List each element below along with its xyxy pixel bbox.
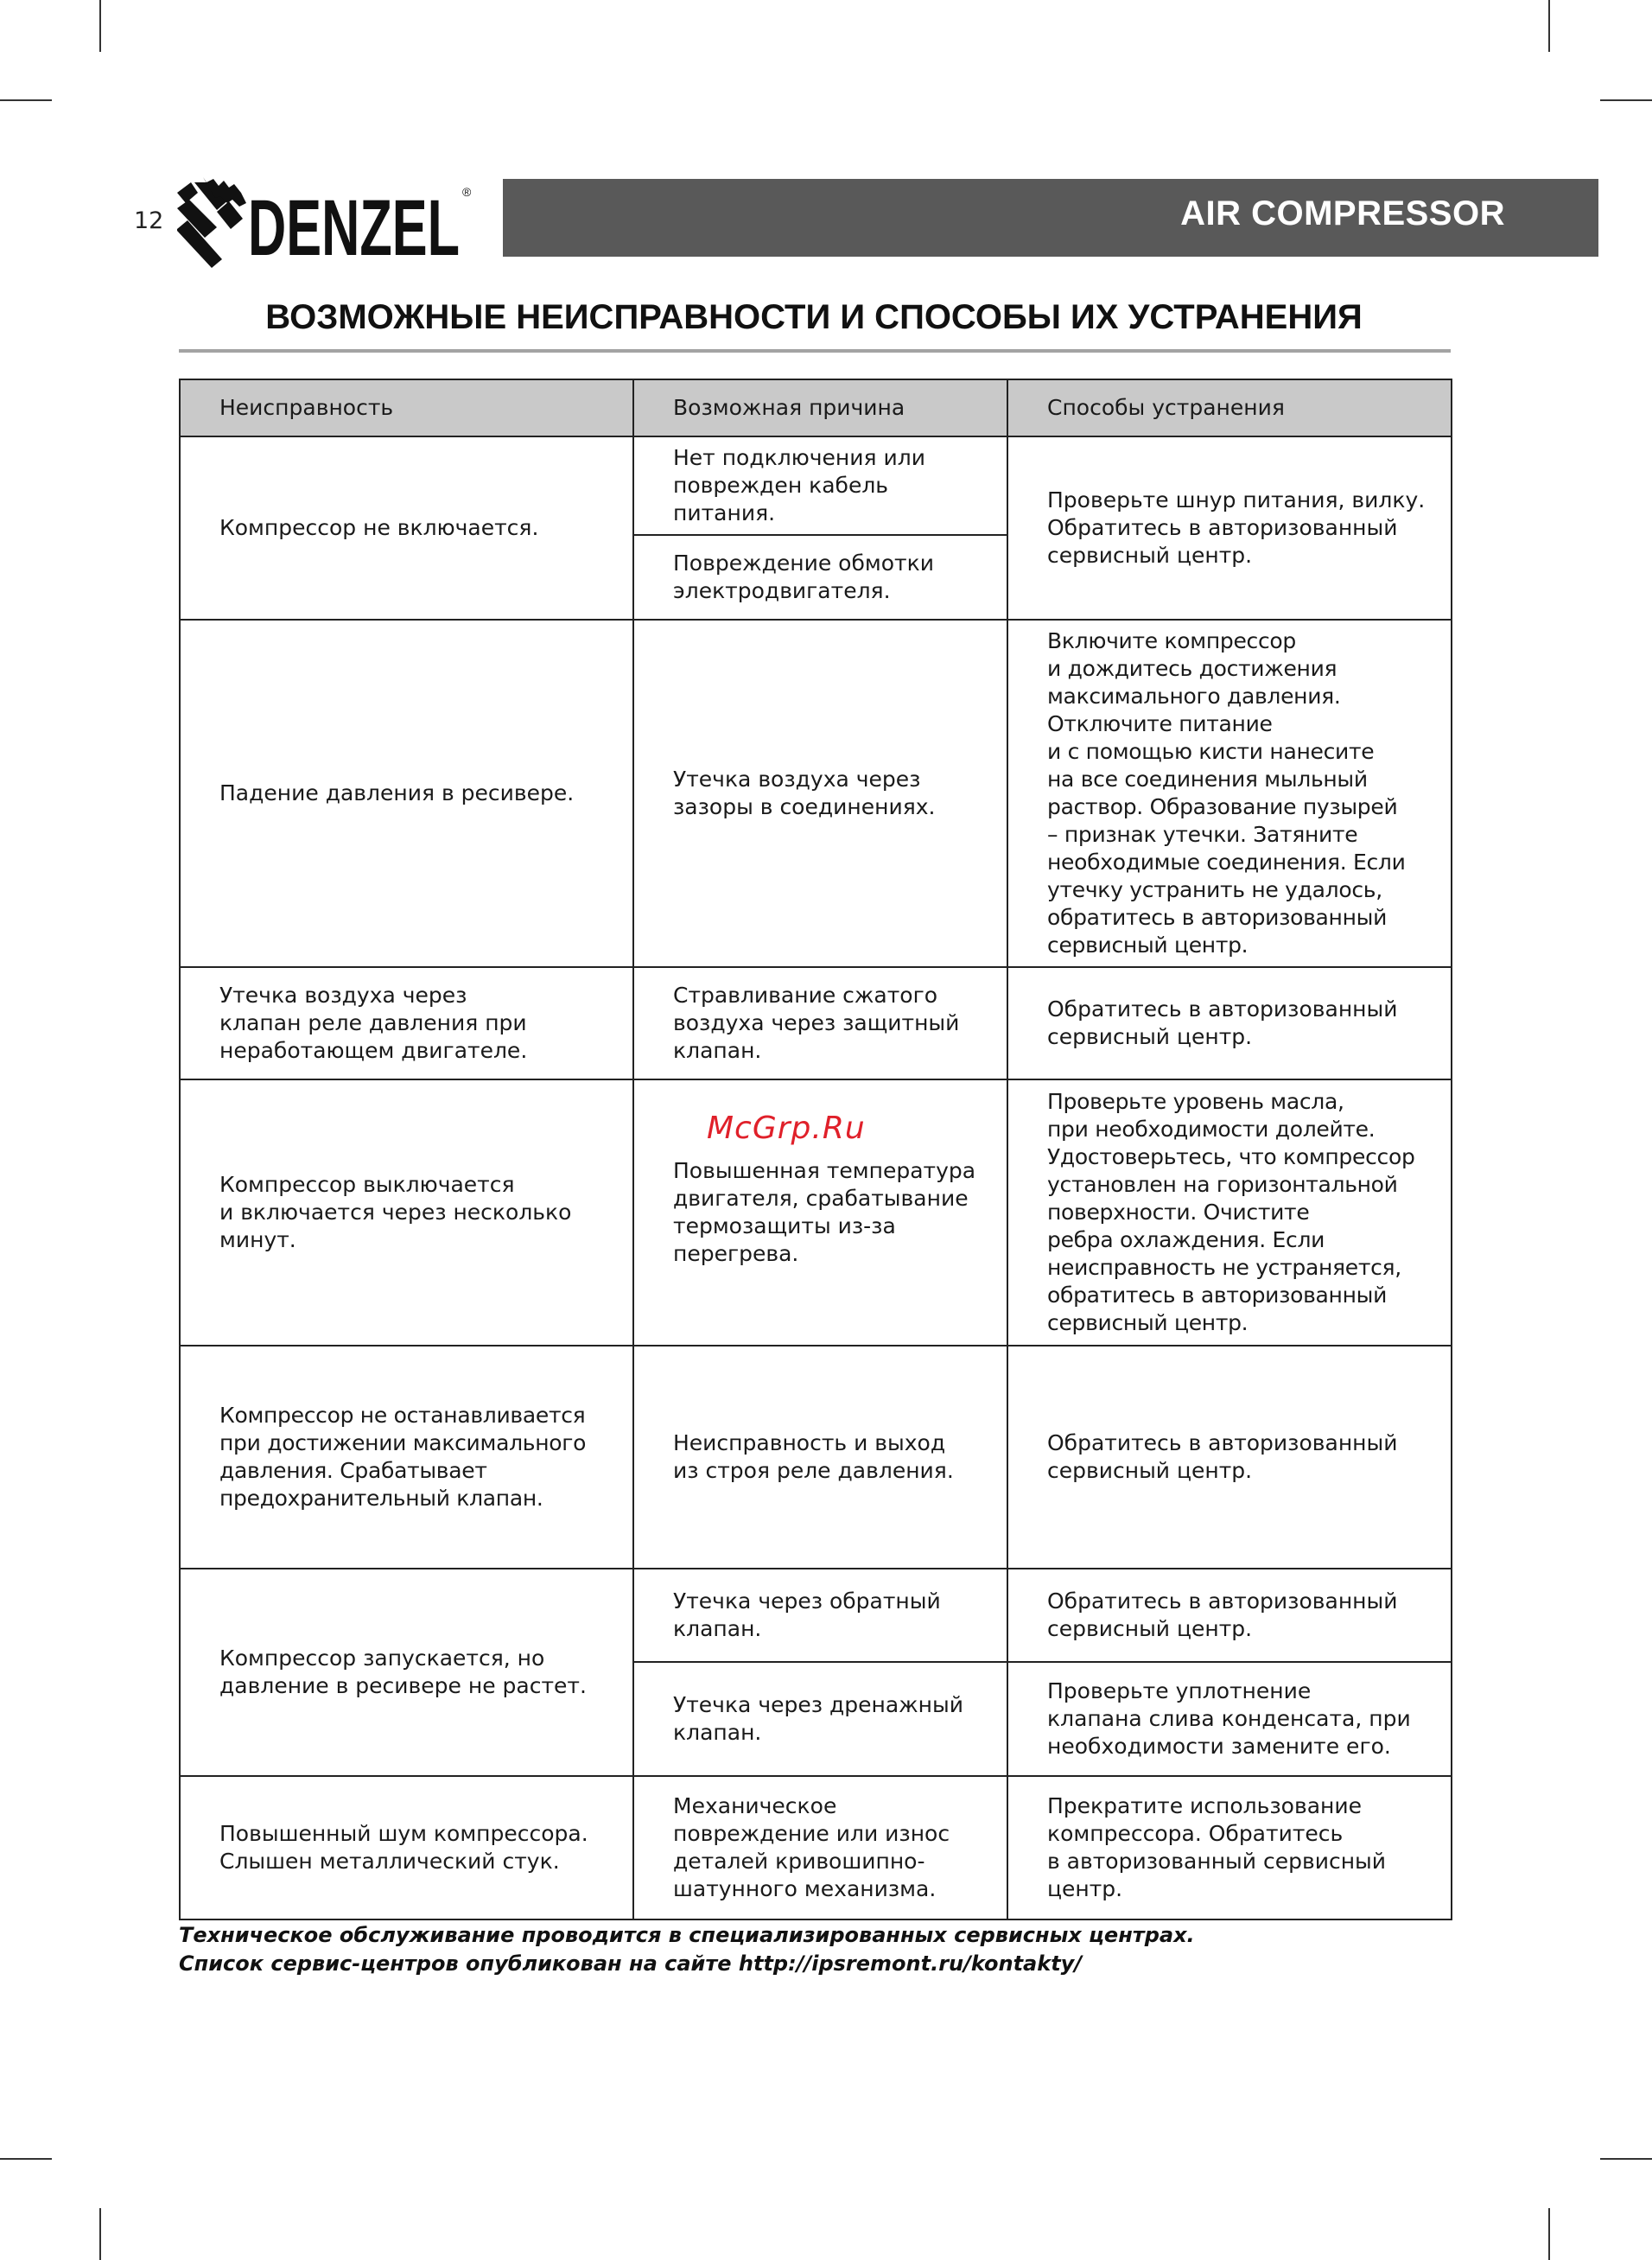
cause-text: Механическое повреждение или износ деталей кривошипно- шатунного механизма.: [673, 1793, 950, 1901]
crop-mark: [1600, 99, 1652, 101]
remedy-cell: [1007, 1776, 1452, 1919]
table-row: [180, 620, 1452, 967]
crop-mark: [99, 0, 101, 52]
fault-text: Компрессор выключается и включается через несколько минут.: [219, 1172, 572, 1252]
remedy-cell: [1007, 436, 1452, 620]
cause-cell: [633, 620, 1007, 967]
fault-text: Падение давления в ресивере.: [219, 780, 575, 805]
fault-cell: [180, 1776, 633, 1919]
crop-mark: [1548, 0, 1550, 52]
table-row: [180, 1569, 1452, 1662]
table-header-row: [180, 379, 1452, 436]
fault-cell: [180, 620, 633, 967]
cause-cell: [633, 535, 1007, 620]
remedy-cell: [1007, 1569, 1452, 1662]
product-title: AIR COMPRESSOR: [1180, 194, 1505, 232]
fault-cell: [180, 436, 633, 620]
remedy-text: Обратитесь в авторизованный сервисный центр.: [1047, 996, 1398, 1049]
cause-cell: [633, 1662, 1007, 1776]
remedy-text: Проверьте уровень масла, при необходимости долейте. Удостоверьтесь, что компрессор установлен на горизонтальной поверхности. Очистите ребра охлаждения. Если неисправность не устраняется, обратитесь в авторизованный сервисный центр.: [1047, 1089, 1415, 1335]
column-header-cause: Возможная причина: [633, 379, 1007, 436]
fault-text: Компрессор запускается, но давление в ресивере не растет.: [219, 1646, 587, 1698]
remedy-text: Прекратите использование компрессора. Обратитесь в авторизованный сервисный центр.: [1047, 1793, 1387, 1901]
title-divider: [179, 349, 1451, 353]
section-title: ВОЗМОЖНЫЕ НЕИСПРАВНОСТИ И СПОСОБЫ ИХ УСТРАНЕНИЯ: [265, 298, 1363, 336]
page-number: 12: [134, 207, 164, 234]
fault-text: Компрессор не останавливается при достижении максимального давления. Срабатывает предохранительный клапан.: [219, 1403, 587, 1511]
fault-cell: [180, 1569, 633, 1776]
remedy-cell: [1007, 1346, 1452, 1569]
cause-text: Повреждение обмотки электродвигателя.: [673, 551, 934, 603]
remedy-text: Проверьте уплотнение клапана слива конденсата, при необходимости замените его.: [1047, 1678, 1411, 1759]
table-row: [180, 436, 1452, 535]
footer-line-service: Техническое обслуживание проводится в специализированных сервисных центрах.: [179, 1923, 1195, 1947]
fault-cell: [180, 1079, 633, 1346]
table-row: [180, 1346, 1452, 1569]
troubleshooting-table: [179, 379, 1452, 1920]
denzel-logo: [177, 177, 475, 268]
svg-text:DENZEL: DENZEL: [248, 184, 460, 268]
cause-text: Неисправность и выход из строя реле давления.: [673, 1430, 954, 1483]
footer-note: [179, 1921, 1458, 1978]
crop-mark: [1600, 2158, 1652, 2160]
remedy-cell: [1007, 1662, 1452, 1776]
cause-cell: [633, 1569, 1007, 1662]
remedy-text: Проверьте шнур питания, вилку. Обратитесь в авторизованный сервисный центр.: [1047, 487, 1426, 568]
fault-text: Утечка воздуха через клапан реле давления при неработающем двигателе.: [219, 983, 528, 1063]
remedy-cell: [1007, 967, 1452, 1079]
fault-cell: [180, 1346, 633, 1569]
cause-cell: [633, 967, 1007, 1079]
fault-text: Компрессор не включается.: [219, 515, 539, 540]
cause-text: Повышенная температура двигателя, срабатывание термозащиты из-за перегрева.: [673, 1158, 976, 1266]
cause-cell: [633, 1346, 1007, 1569]
remedy-text: Обратитесь в авторизованный сервисный центр.: [1047, 1588, 1398, 1641]
svg-text:®: ®: [462, 185, 472, 199]
cause-cell: [633, 436, 1007, 535]
crop-mark: [99, 2208, 101, 2260]
column-header-fault: Неисправность: [180, 379, 633, 436]
cause-cell: [633, 1776, 1007, 1919]
watermark-text: McGrp.Ru: [707, 1111, 866, 1146]
crop-mark: [0, 99, 52, 101]
cause-text: Нет подключения или поврежден кабель питания.: [673, 445, 925, 525]
cause-text: Утечка воздуха через зазоры в соединениях.: [673, 767, 936, 819]
cause-text: Стравливание сжатого воздуха через защитный клапан.: [673, 983, 960, 1063]
remedy-cell: [1007, 620, 1452, 967]
footer-line-website[interactable]: Список сервис-центров опубликован на сайте http://ipsremont.ru/kontakty/: [179, 1951, 1083, 1976]
remedy-text: Обратитесь в авторизованный сервисный центр.: [1047, 1430, 1398, 1483]
crop-mark: [0, 2158, 52, 2160]
remedy-cell: [1007, 1079, 1452, 1346]
crop-mark: [1548, 2208, 1550, 2260]
column-header-remedy: Способы устранения: [1007, 379, 1452, 436]
table-row: [180, 967, 1452, 1079]
cause-text: Утечка через обратный клапан.: [673, 1588, 941, 1641]
remedy-text: Включите компрессор и дождитесь достижения максимального давления. Отключите питание и с помощью кисти нанесите на все соединения мыльный раствор. Образование пузырей – признак утечки. Затяните необходимые соединения. Если утечку устранить не удалось, обратитесь в авторизованный сервисный центр.: [1047, 628, 1406, 958]
fault-cell: [180, 967, 633, 1079]
table-row: [180, 1776, 1452, 1919]
fault-text: Повышенный шум компрессора. Слышен металлический стук.: [219, 1821, 588, 1874]
cause-text: Утечка через дренажный клапан.: [673, 1692, 964, 1745]
